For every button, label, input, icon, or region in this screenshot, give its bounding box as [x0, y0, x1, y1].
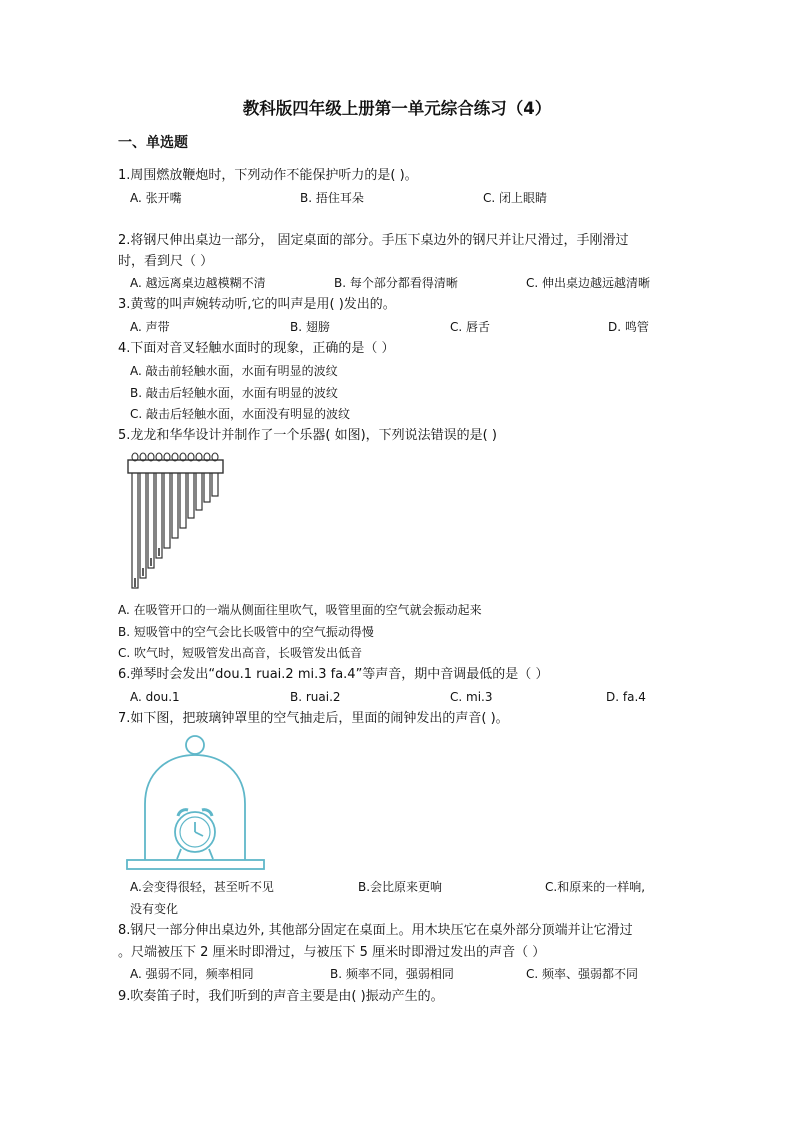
question-1-stem: 1.周围燃放鞭炮时，下列动作不能保护听力的是( )。 — [118, 168, 418, 183]
question-8-option-c: C. 频率、强弱都不同 — [526, 967, 639, 981]
question-2-option-a: A. 越远离桌边越模糊不清 — [130, 276, 266, 290]
question-3-option-b: B. 翅膀 — [290, 320, 330, 334]
question-7-option-c: C.和原来的一样响, — [545, 880, 646, 894]
question-8-stem-line1: 8.钢尺一部分伸出桌边外, 其他部分固定在桌面上。用木块压它在桌外部分顶端并让它滑过 — [118, 923, 633, 938]
question-7-option-b: B.会比原来更响 — [358, 880, 443, 894]
question-5-option-a: A. 在吸管开口的一端从侧面往里吹气，吸管里面的空气就会振动起来 — [118, 603, 482, 617]
question-8-option-a: A. 强弱不同，频率相同 — [130, 967, 254, 981]
question-6-option-c: C. mi.3 — [450, 690, 493, 704]
question-1-option-a: A. 张开嘴 — [130, 191, 182, 205]
question-1-option-c: C. 闭上眼睛 — [483, 191, 548, 205]
bell-jar-figure — [123, 732, 268, 872]
question-6-option-a: A. dou.1 — [130, 690, 180, 704]
question-8-stem-line2: 。尺端被压下 2 厘米时即滑过，与被压下 5 厘米时即滑过发出的声音（ ） — [118, 945, 546, 960]
question-4-stem: 4.下面对音叉轻触水面时的现象，正确的是（ ） — [118, 341, 395, 356]
question-4-option-a: A. 敲击前轻触水面，水面有明显的波纹 — [130, 364, 338, 378]
question-6-option-b: B. ruai.2 — [290, 690, 341, 704]
panpipe-figure — [125, 452, 225, 592]
question-3-option-c: C. 唇舌 — [450, 320, 491, 334]
question-6-option-d: D. fa.4 — [606, 690, 646, 704]
panpipe-band — [128, 460, 223, 473]
question-7-option-c-continued: 没有变化 — [130, 902, 179, 916]
question-3-stem: 3.黄莺的叫声婉转动听,它的叫声是用( )发出的。 — [118, 297, 396, 312]
question-7-stem: 7.如下图，把玻璃钟罩里的空气抽走后，里面的闹钟发出的声音( )。 — [118, 711, 509, 726]
question-2-stem-line2: 时，看到尺（ ） — [118, 254, 214, 269]
page-title: 教科版四年级上册第一单元综合练习（4） — [242, 99, 552, 118]
bell-jar-knob — [186, 736, 204, 754]
bell-jar-dome — [145, 755, 245, 860]
question-5-option-c: C. 吹气时，短吸管发出高音，长吸管发出低音 — [118, 646, 363, 660]
question-5-stem: 5.龙龙和华华设计并制作了一个乐器( 如图)，下列说法错误的是( ) — [118, 428, 497, 443]
question-9-stem: 9.吹奏笛子时，我们听到的声音主要是由( )振动产生的。 — [118, 989, 444, 1004]
question-1-option-b: B. 捂住耳朵 — [300, 191, 364, 205]
question-3-option-d: D. 鸣管 — [608, 320, 649, 334]
question-4-option-c: C. 敲击后轻触水面，水面没有明显的波纹 — [130, 407, 351, 421]
bell-jar-base — [127, 860, 264, 869]
question-7-option-a: A.会变得很轻，甚至听不见 — [130, 880, 274, 894]
question-8-option-b: B. 频率不同，强弱相同 — [330, 967, 454, 981]
panpipe-tubes — [132, 470, 218, 588]
question-4-option-b: B. 敲击后轻触水面，水面有明显的波纹 — [130, 386, 338, 400]
question-2-option-c: C. 伸出桌边越远越清晰 — [526, 276, 651, 290]
question-5-option-b: B. 短吸管中的空气会比长吸管中的空气振动得慢 — [118, 625, 374, 639]
question-6-stem: 6.弹琴时会发出“dou.1 ruai.2 mi.3 fa.4”等声音，期中音调最低的是（ ） — [118, 667, 549, 682]
question-2-option-b: B. 每个部分都看得清晰 — [334, 276, 458, 290]
question-3-option-a: A. 声带 — [130, 320, 170, 334]
section-heading: 一、单选题 — [118, 135, 188, 151]
question-2-stem-line1: 2.将钢尺伸出桌边一部分， 固定桌面的部分。手压下桌边外的钢尺并让尺滑过，手刚滑过 — [118, 233, 629, 248]
